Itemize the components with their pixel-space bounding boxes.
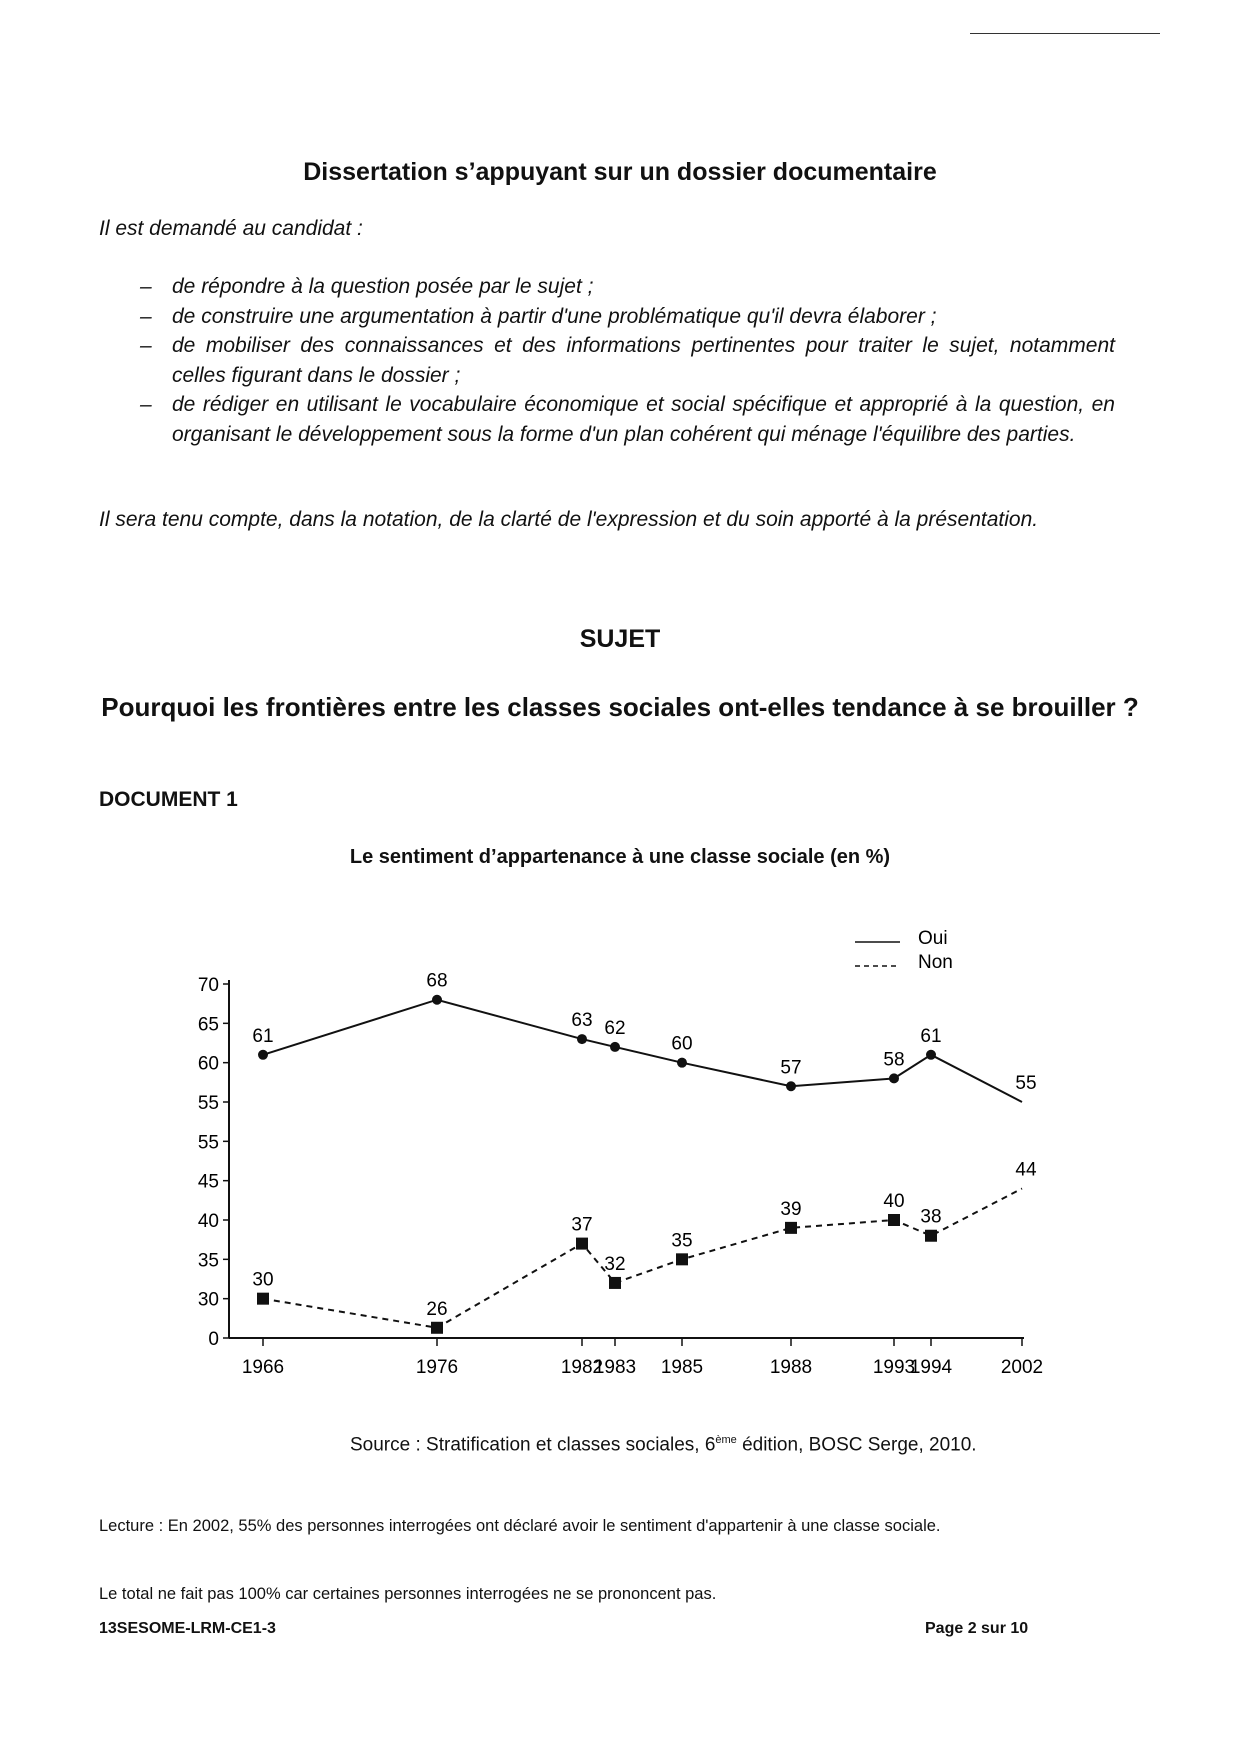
data-point-non — [888, 1214, 900, 1226]
list-item — [140, 331, 1115, 390]
data-label: 58 — [883, 1049, 905, 1071]
list-item-text: de rédiger en utilisant le vocabulaire économique et social spécifique et approprié à la question, en organisant le développement sous la forme d'un plan cohérent qui ménage l'équilibre des parties. — [172, 393, 1115, 446]
data-point-non — [257, 1293, 269, 1305]
list-item-text: de mobiliser des connaissances et des informations pertinentes pour traiter le sujet, notamment celles figurant dans le dossier ; — [172, 334, 1115, 387]
y-tick-label: 65 — [197, 1014, 219, 1036]
footer-page: Page 2 sur 10 — [925, 1620, 1029, 1637]
x-tick-label: 1976 — [415, 1357, 459, 1378]
data-label: 44 — [1015, 1159, 1037, 1181]
data-label: 32 — [604, 1253, 626, 1275]
series-line-non — [263, 1189, 1022, 1328]
data-label: 30 — [252, 1269, 274, 1291]
data-label: 60 — [671, 1033, 693, 1055]
source-text-end: édition, BOSC Serge, 2010. — [736, 1434, 977, 1456]
total-note: Le total ne fait pas 100% car certaines personnes interrogées ne se prononcent pas. — [99, 1585, 717, 1603]
x-tick-label: 1982 — [560, 1357, 604, 1378]
data-point-non — [576, 1238, 588, 1250]
bullet-dash: – — [140, 393, 152, 416]
bullet-dash: – — [140, 304, 152, 328]
x-tick-label: 1966 — [241, 1357, 285, 1378]
data-label: 35 — [671, 1230, 693, 1252]
data-label: 57 — [780, 1057, 802, 1079]
x-tick-label: 1994 — [909, 1357, 953, 1378]
legend-label: Oui — [918, 928, 948, 949]
list-item — [140, 272, 1115, 302]
data-label: 68 — [426, 970, 448, 992]
data-point-oui — [786, 1081, 796, 1091]
chart-title: Le sentiment d’appartenance à une classe sociale (en %) — [349, 846, 891, 868]
data-point-non — [431, 1322, 443, 1334]
data-point-oui — [926, 1050, 936, 1060]
data-label: 62 — [604, 1017, 626, 1039]
data-label: 37 — [571, 1214, 593, 1236]
data-point-oui — [258, 1050, 268, 1060]
data-label: 63 — [571, 1010, 593, 1032]
data-label: 61 — [920, 1025, 942, 1047]
data-label: 55 — [1015, 1073, 1037, 1094]
y-tick-label: 70 — [197, 975, 219, 996]
list-item-text: de construire une argumentation à partir d'une problématique qu'il devra élaborer ; — [172, 304, 937, 328]
bullet-dash: – — [140, 275, 152, 298]
list-item — [140, 390, 1115, 449]
data-point-non — [925, 1230, 937, 1242]
x-tick-label: 1983 — [593, 1357, 637, 1378]
data-label: 39 — [780, 1198, 802, 1220]
data-point-non — [609, 1277, 621, 1289]
chart-source — [350, 1434, 977, 1456]
grading-note: Il sera tenu compte, dans la notation, de la clarté de l'expression et du soin apporté à la présentation. — [99, 508, 1039, 531]
y-tick-label: 45 — [197, 1171, 219, 1193]
list-item-text: de répondre à la question posée par le sujet ; — [172, 275, 594, 298]
bullet-dash: – — [140, 334, 152, 357]
source-text: Source : Stratification et classes sociales, 6 — [350, 1434, 716, 1456]
series-line-oui — [263, 1000, 1022, 1102]
legend-label: Non — [918, 952, 953, 973]
data-label: 40 — [883, 1191, 905, 1212]
data-point-oui — [577, 1034, 587, 1044]
data-point-non — [785, 1222, 797, 1234]
x-tick-label: 1993 — [872, 1357, 916, 1378]
y-tick-label: 55 — [197, 1093, 219, 1114]
data-point-oui — [677, 1058, 687, 1068]
reading-note: Lecture : En 2002, 55% des personnes interrogées ont déclaré avoir le sentiment d'appartenir à une classe sociale. — [99, 1517, 941, 1535]
page-title: Dissertation s’appuyant sur un dossier documentaire — [303, 158, 937, 186]
data-label: 26 — [426, 1298, 448, 1320]
subject-heading: SUJET — [579, 625, 661, 653]
data-point-oui — [610, 1042, 620, 1052]
instructions-list — [140, 272, 1115, 449]
x-tick-label: 1988 — [769, 1357, 813, 1378]
data-point-non — [676, 1253, 688, 1265]
footer-code: 13SESOME-LRM-CE1-3 — [99, 1620, 276, 1637]
x-tick-label: 2002 — [1000, 1357, 1044, 1378]
instructions-intro: Il est demandé au candidat : — [99, 217, 363, 240]
y-tick-label: 30 — [197, 1289, 219, 1311]
y-tick-label: 55 — [197, 1132, 219, 1154]
subject-question: Pourquoi les frontières entre les classes sociales ont-elles tendance à se brouiller ? — [101, 692, 1139, 722]
data-label: 38 — [920, 1206, 942, 1228]
x-tick-label: 1985 — [660, 1357, 704, 1378]
document-label: DOCUMENT 1 — [99, 788, 238, 811]
data-label: 61 — [252, 1025, 274, 1047]
y-tick-label: 40 — [197, 1211, 219, 1232]
source-sup: ème — [715, 1434, 737, 1446]
y-tick-label: 35 — [197, 1250, 219, 1272]
y-tick-label: 60 — [197, 1053, 219, 1075]
data-point-oui — [432, 995, 442, 1005]
list-item — [140, 302, 1115, 332]
data-point-oui — [889, 1073, 899, 1083]
line-chart — [0, 900, 1240, 1420]
header-rule — [970, 33, 1160, 34]
y-tick-label: 0 — [208, 1329, 219, 1350]
